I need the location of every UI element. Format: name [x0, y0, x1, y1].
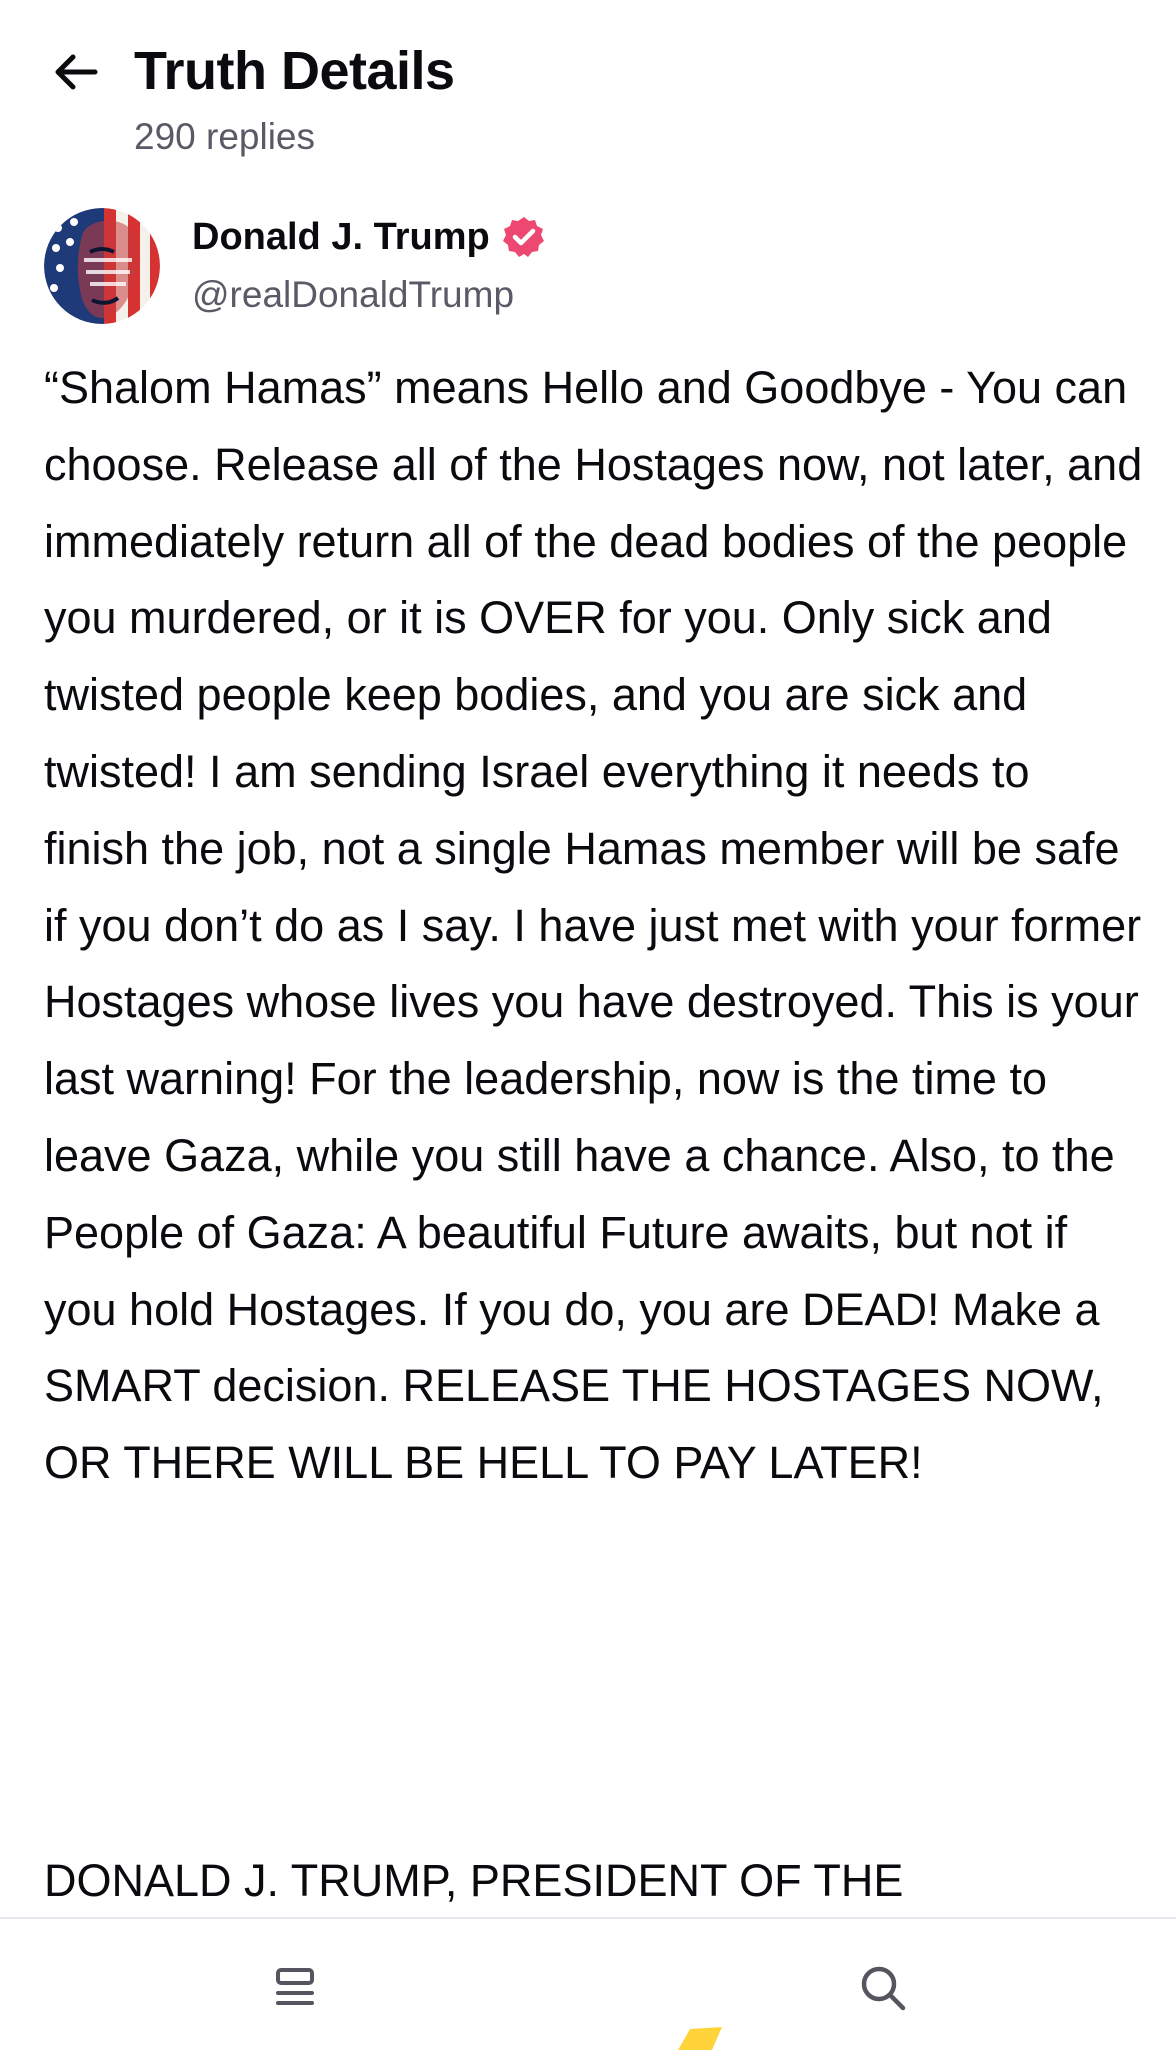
post-text: [44, 350, 1144, 1502]
author-name[interactable]: [192, 212, 546, 262]
search-button[interactable]: [848, 1953, 918, 2023]
reply-count: 290 replies: [134, 116, 316, 157]
post-signature: DONALD J. TRUMP, PRESIDENT OF THE: [44, 1855, 904, 1906]
search-icon: [859, 1964, 907, 2012]
post-author: [44, 208, 1134, 324]
verified-badge-icon: [502, 215, 546, 259]
page-header: [0, 0, 1176, 170]
truth-logo-icon: [664, 2027, 728, 2050]
author-handle[interactable]: @realDonaldTrump: [192, 274, 515, 315]
post-paragraph: “Shalom Hamas” means Hello and Goodbye - You can choose. Release all of the Hostages now, not later, and immediately return all of the dead bodies of the people you murdered, or it is OVER for you. Only sick and twisted people keep bodies, and you are sick and twisted! I am sending Israel everything it needs to finish the job, not a single Hamas member will be safe if you don’t do as I say. I have just met with your former Hostages whose lives you have destroyed. This is your last warning! For the leadership, now is the time to leave Gaza, while you still have a chance. Also, to the People of Gaza: A beautiful Future awaits, but not if you hold Hostages. If you do, you are DEAD! Make a SMART decision. RELEASE THE HOSTAGES NOW, OR THERE WILL BE HELL TO PAY LATER!: [44, 362, 1143, 1489]
feed-button[interactable]: [260, 1953, 330, 2023]
page-title: Truth Details: [134, 41, 455, 101]
flag-portrait-avatar: [44, 208, 160, 324]
arrow-left-icon: [54, 54, 98, 90]
back-button[interactable]: [40, 36, 112, 108]
feed-icon: [272, 1965, 318, 2011]
avatar[interactable]: [44, 208, 160, 324]
bottom-navigation: [0, 1917, 1176, 2050]
author-name-text: Donald J. Trump: [192, 216, 490, 258]
